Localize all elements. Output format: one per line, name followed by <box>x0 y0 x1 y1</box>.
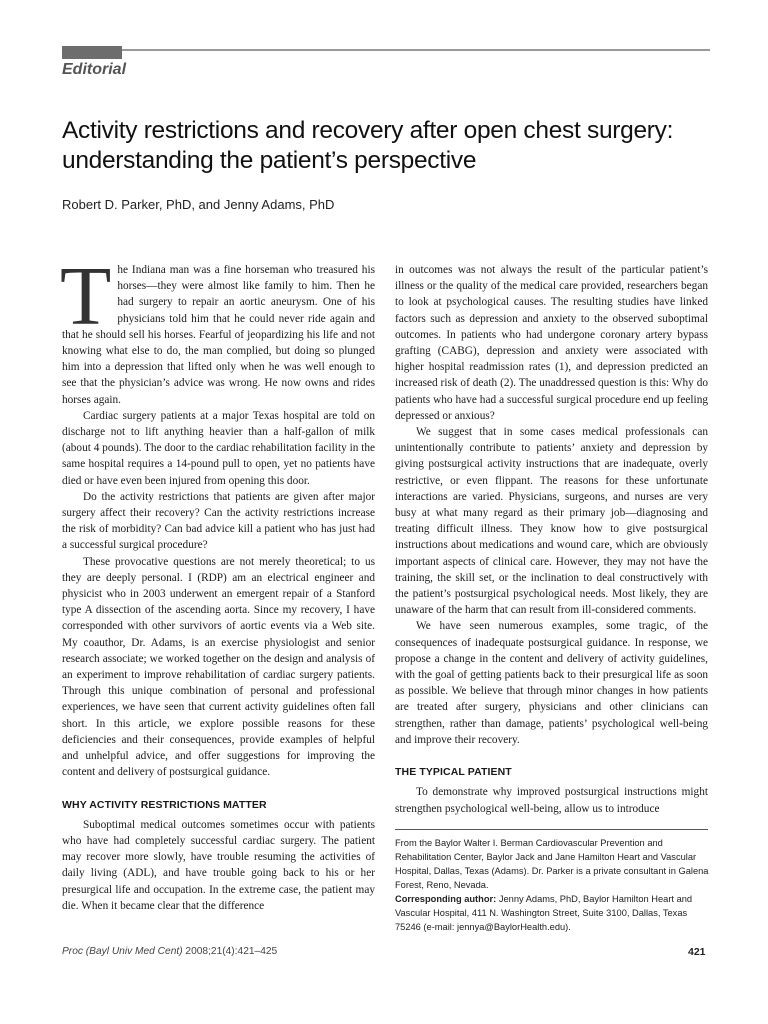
page-number: 421 <box>688 946 706 958</box>
paragraph: We suggest that in some cases medical professionals can unintentionally contribute to patients’ anxiety and depression by giving postsurgical activity instructions that are inadequate, overly restrictive, or even flippant. The reasons for these unfortunate interactions are varied. Physicians, surgeons, and nurses are very busy at what many regard as their primary job—diagnosing and treating difficult illness. They know how to give postsurgical instructions about medications and wound care, which are obviously important aspects of clinical care. However, they may not have the training, the skill set, or the inclination to deal constructively with the patient’s postsurgical psychological needs. Most likely, they are unaware of the harm that can result from ill-considered comments. <box>395 426 708 617</box>
title-line-2: understanding the patient’s perspective <box>62 146 477 174</box>
corresponding-author-text: Jenny Adams, PhD, Baylor Hamilton Heart and Vascular Hospital, 411 N. Washington Street, Suite 3100, Dallas, Texas 75246 (e-mail: jennya@BaylorHealth.edu). <box>395 894 693 932</box>
header-rule <box>122 49 710 51</box>
section-heading: WHY ACTIVITY RESTRICTIONS MATTER <box>62 798 267 811</box>
paragraph-intro <box>60 250 375 408</box>
paragraph: in outcomes was not always the result of the particular patient’s illness or the quality of the medical care provided, researchers began to look at psychological causes. The resulting studies have linked factors such as depression and anxiety to the observed suboptimal outcomes. In patients who had undergone coronary artery bypass grafting (CABG), depression and anxiety were associated with higher hospital readmission rates (1), and depression predicted an increased risk of death (2). The unaddressed question is this: Why do patients who have had a successful surgical procedure end up feeling depressed or anxious? <box>395 264 708 422</box>
section-label: Editorial <box>62 61 127 78</box>
paragraph: These provocative questions are not merely theoretical; to us they are deeply personal. I (RDP) am an electrical engineer and physicist who in 2003 underwent an emergent repair of a Stanford type A dissection of the ascending aorta. Since my recovery, I have corresponded with other survivors of aortic events via a Web site. My coauthor, Dr. Adams, is an exercise physiologist and senior research associate; we worked together on the design and analysis of an experiment to improve rehabilitation of cardiac surgery patients. Through this unique combination of personal and professional experiences, we have seen that current activity guidelines often fall short. In this article, we explore possible reasons for these deficiencies and their consequences, provide examples of helpful and unhelpful advice, and offer suggestions for improving the content and delivery of postsurgical guidance. <box>62 555 375 779</box>
paragraph: Do the activity restrictions that patients are given after major surgery affect their recovery? Can the activity restrictions increase the risk of morbidity? Can bad advice kill a patient who has just had a successful surgical procedure? <box>62 490 375 552</box>
affiliation-note: From the Baylor Walter I. Berman Cardiovascular Prevention and Rehabilitation Center, Baylor Jack and Jane Hamilton Heart and Vascular Hospital, Dallas, Texas (Adams). Dr. Parker is a private consultant in Galena Forest, Reno, Nevada. <box>395 838 709 890</box>
paragraph: We have seen numerous examples, some tragic, of the consequences of inadequate postsurgical guidance. In response, we propose a change in the content and delivery of activity guidelines, with the goal of getting patients back to their presurgical life as soon as possible. We believe that through minor changes in how patients are treated after surgery, physicians and other clinicians can strengthen, rather than damage, patients’ psychological well-being and improve their recovery. <box>395 620 708 746</box>
header-bar-block <box>62 46 122 59</box>
journal-name: Proc (Bayl Univ Med Cent) <box>62 946 183 957</box>
citation-details: 2008;21(4):421–425 <box>182 946 278 957</box>
article-title <box>62 116 712 175</box>
corresponding-author-note <box>395 892 710 934</box>
corresponding-author-label: Corresponding author: <box>395 894 497 904</box>
paragraph: To demonstrate why improved postsurgical instructions might strengthen psychological well-being, allow us to introduce <box>395 786 708 815</box>
paragraph-text: he Indiana man was a fine horseman who treasured his horses—they were almost like family to him. Then he had surgery to repair an aortic aneurysm. One of his physicians told him that he could never ride again and that he should sell his horses. Fearful of jeopardizing his life and not knowing what else to do, the man complied, but doing so plunged him into a depression that lifted only when he was well enough to see that the physician’s advice was wrong. He now owns and rides horses again. <box>62 264 375 406</box>
author-list: Robert D. Parker, PhD, and Jenny Adams, PhD <box>62 197 335 212</box>
drop-cap: T <box>60 250 112 343</box>
journal-citation <box>62 946 277 957</box>
title-line-1: Activity restrictions and recovery after open chest surgery: <box>62 117 674 144</box>
right-column <box>395 262 708 817</box>
footnote-rule <box>395 829 708 830</box>
paragraph: Suboptimal medical outcomes sometimes occur with patients who have had completely successful cardiac surgery. The patient may recover more slowly, have trouble resuming the activities of daily living (ADL), and have trouble going back to his or her presurgical life and occupation. In the extreme case, the patient may die. When it became clear that the difference <box>62 818 375 912</box>
footnote <box>395 836 710 934</box>
paragraph: Cardiac surgery patients at a major Texas hospital are told on discharge not to lift anything heavier than a half-gallon of milk (about 4 pounds). The door to the cardiac rehabilitation facility in the same hospital requires a 14-pound pull to open, yet no patients have died or have even been injured from opening this door. <box>62 409 375 487</box>
left-column <box>60 250 375 914</box>
section-heading: THE TYPICAL PATIENT <box>395 766 512 779</box>
